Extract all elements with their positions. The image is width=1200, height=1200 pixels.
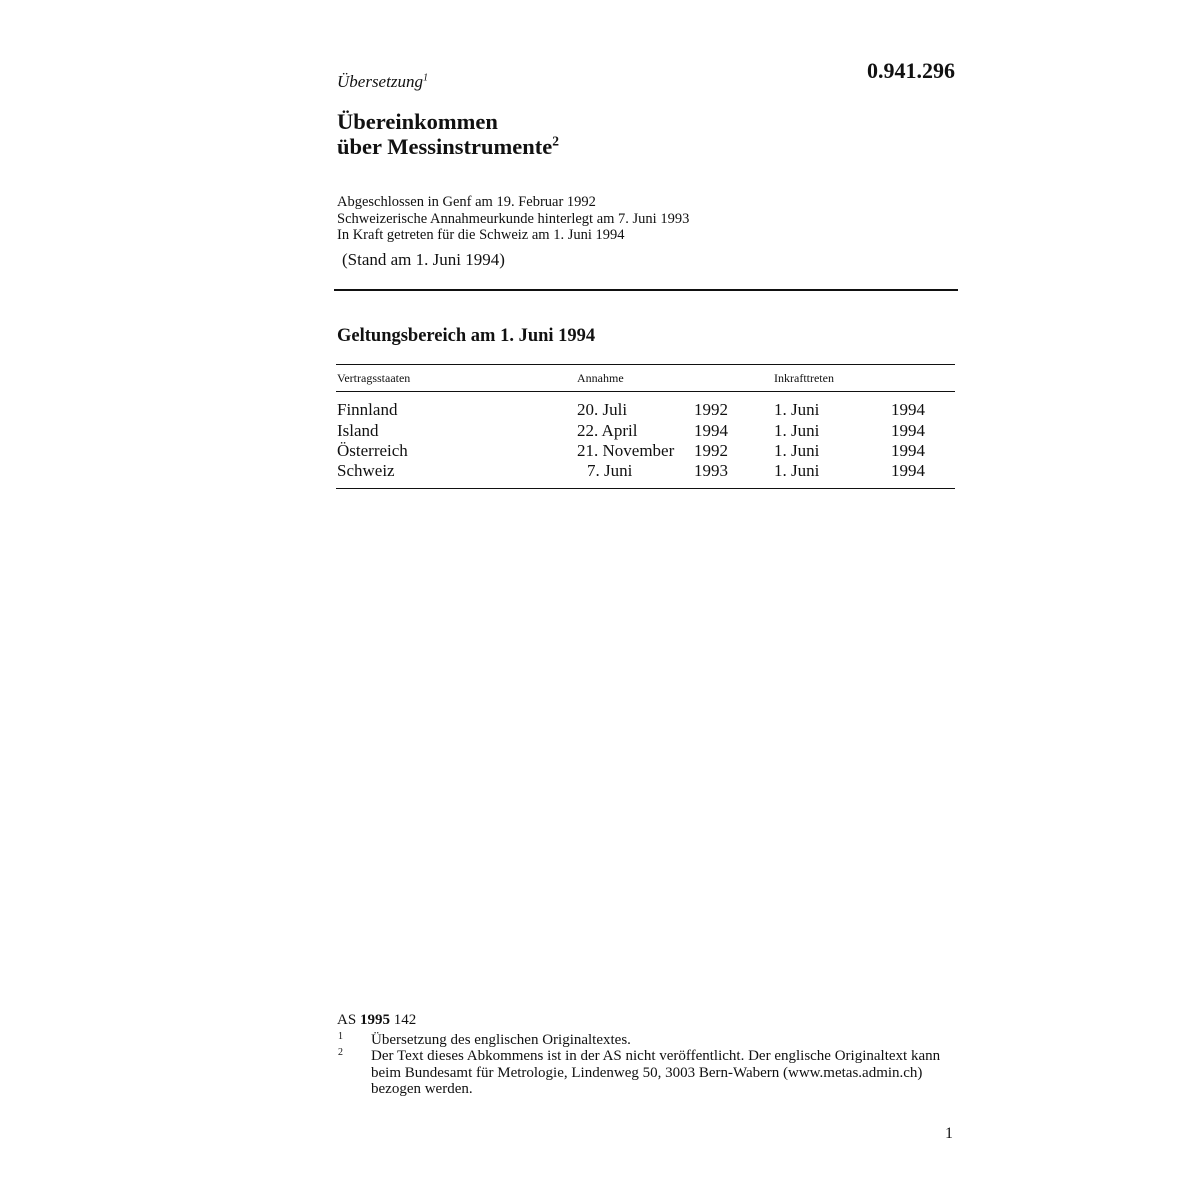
table-header-rule xyxy=(336,391,955,392)
in-force-line: In Kraft getreten für die Schweiz am 1. Juni 1994 xyxy=(337,227,625,243)
entry-year-cell: 1994 xyxy=(891,461,925,480)
column-header-entry-into-force: Inkrafttreten xyxy=(774,371,834,385)
adoption-date-cell: 7. Juni xyxy=(587,461,633,480)
state-cell: Finnland xyxy=(337,400,398,419)
table-row xyxy=(0,421,1200,441)
document-number: 0.941.296 xyxy=(867,58,955,83)
entry-date-cell: 1. Juni xyxy=(774,441,820,460)
state-cell: Schweiz xyxy=(337,461,395,480)
adoption-date-cell: 21. November xyxy=(577,441,675,460)
adoption-year-cell: 1992 xyxy=(694,441,728,460)
table-top-rule xyxy=(336,364,955,365)
state-cell: Island xyxy=(337,421,379,440)
footnote-number: 1 xyxy=(338,1031,343,1042)
footnote-ref[interactable]: 1 xyxy=(422,72,429,84)
adoption-year-cell: 1992 xyxy=(694,400,728,419)
header-divider xyxy=(334,289,958,291)
footnote-number: 2 xyxy=(338,1047,343,1058)
column-header-states: Vertragsstaaten xyxy=(337,371,411,385)
footnote-text: Der Text dieses Abkommens ist in der AS nicht veröffentlicht. Der englische Originaltext kann beim Bundesamt für Metrologie, Lindenweg 50, 3003 Bern-Wabern (www.metas.admin.ch) bezogen werden. xyxy=(371,1048,941,1097)
entry-date-cell: 1. Juni xyxy=(774,421,820,440)
footnote-ref[interactable]: 2 xyxy=(552,133,559,149)
entry-date-cell: 1. Juni xyxy=(774,400,820,419)
table-row xyxy=(0,461,1200,481)
document-title xyxy=(337,109,559,159)
translation-label: Übersetzung$^1$ xyxy=(337,72,429,91)
adoption-year-cell: 1994 xyxy=(694,421,728,440)
entry-date-cell: 1. Juni xyxy=(774,461,820,480)
table-bottom-rule xyxy=(336,488,955,489)
footnote-text: Übersetzung des englischen Originaltextes. xyxy=(371,1032,631,1048)
title-line-2: über Messinstrumente$^2$ xyxy=(337,133,559,159)
adoption-year-cell: 1993 xyxy=(694,461,728,480)
page-number: 1 xyxy=(945,1125,953,1142)
document-metadata xyxy=(337,194,689,244)
state-cell: Österreich xyxy=(337,441,408,460)
adoption-date-cell: 22. April xyxy=(577,421,638,440)
entry-year-cell: 1994 xyxy=(891,441,925,460)
entry-year-cell: 1994 xyxy=(891,421,925,440)
status-date: (Stand am 1. Juni 1994) xyxy=(342,250,505,269)
entry-year-cell: 1994 xyxy=(891,400,925,419)
concluded-line: Abgeschlossen in Genf am 19. Februar 1992 xyxy=(337,194,596,210)
table-row xyxy=(0,400,1200,420)
deposited-line: Schweizerische Annahmeurkunde hinterlegt am 7. Juni 1993 xyxy=(337,210,690,227)
column-header-adoption: Annahme xyxy=(577,371,624,385)
title-line-1: Übereinkommen xyxy=(337,109,498,134)
adoption-date-cell: 20. Juli xyxy=(577,400,628,419)
table-row xyxy=(0,441,1200,461)
official-compilation-reference: AS 1995 142 xyxy=(337,1012,417,1028)
section-heading: Geltungsbereich am 1. Juni 1994 xyxy=(337,326,596,346)
